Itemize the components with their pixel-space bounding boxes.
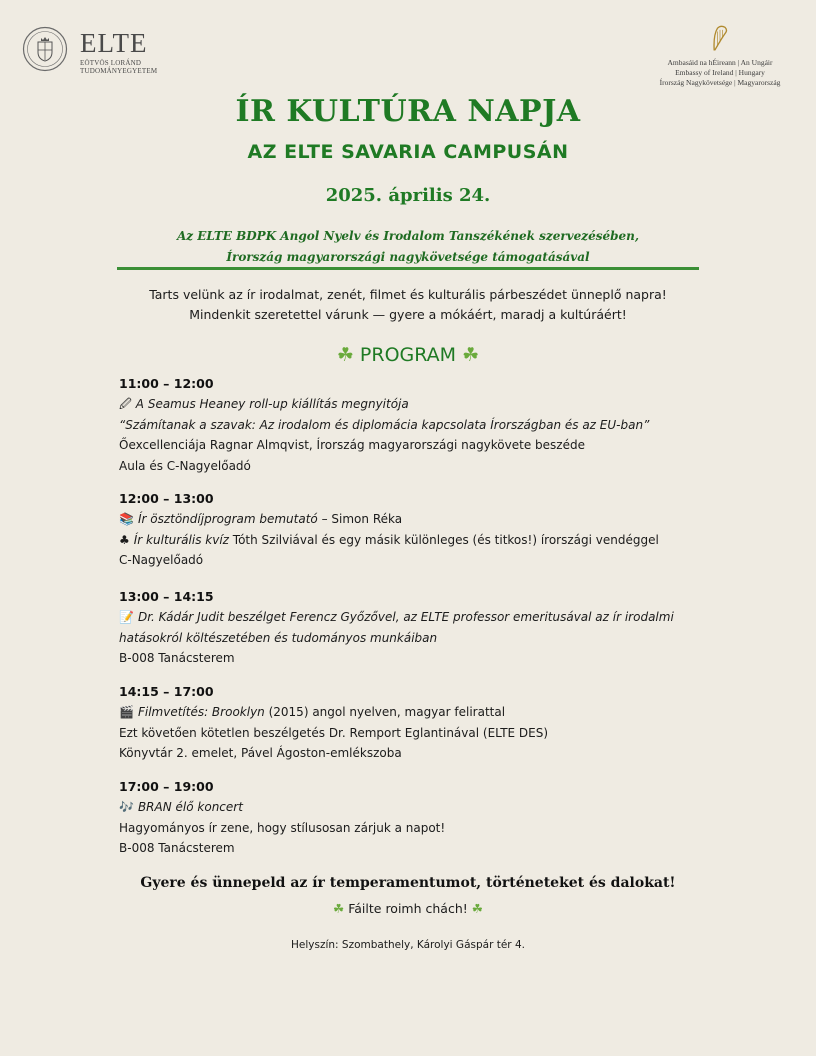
shamrock-icon: ☘ xyxy=(333,901,345,916)
program-text: Aula és C-Nagyelőadó xyxy=(119,458,251,473)
books-icon: 📚 xyxy=(119,512,134,526)
program-text: (2015) angol nyelven, magyar felirattal xyxy=(264,705,506,719)
program-italic-text: BRAN élő koncert xyxy=(137,800,243,814)
program-heading xyxy=(0,344,816,366)
program-italic-text: Ír ösztöndíjprogram bemutató xyxy=(137,512,318,526)
program-text: Tóth Szilviával és egy másik különleges (és titkos!) írországi vendéggel xyxy=(228,532,659,547)
program-block xyxy=(119,681,719,764)
shamrock-icon: ☘ xyxy=(336,344,354,366)
program-text: B-008 Tanácsterem xyxy=(119,651,235,665)
program-line xyxy=(119,607,719,628)
program-line xyxy=(119,435,719,456)
music-notes-icon: 🎶 xyxy=(119,800,134,814)
program-time: 12:00 – 13:00 xyxy=(119,491,214,506)
embassy-line-2: Embassy of Ireland | Hungary xyxy=(675,68,765,77)
intro-line-1: Tarts velünk az ír irodalmat, zenét, filmet és kulturális párbeszédet ünneplő napra! xyxy=(149,287,667,302)
memo-icon: 📝 xyxy=(119,610,134,624)
intro-line-2: Mindenkit szeretettel várunk — gyere a mókáért, maradj a kultúráért! xyxy=(189,307,627,322)
harp-icon xyxy=(710,24,730,54)
divider-rule xyxy=(117,267,699,270)
program-line xyxy=(119,743,719,764)
elte-university-name-2: TUDOMÁNYEGYETEM xyxy=(80,67,158,75)
shamrock-icon: ☘ xyxy=(462,344,480,366)
embassy-line-3: Írország Nagykövetsége | Magyarország xyxy=(659,78,781,87)
elte-logo xyxy=(22,26,162,78)
program-italic-text: A Seamus Heaney roll-up kiállítás megnyitója xyxy=(135,397,409,411)
program-text: – Simon Réka xyxy=(317,512,403,526)
shamrock-icon: ☘ xyxy=(471,901,483,916)
program-time: 11:00 – 12:00 xyxy=(119,376,214,391)
program-line xyxy=(119,838,719,859)
program-italic-text: Filmvetítés: Brooklyn xyxy=(137,705,265,719)
program-line xyxy=(119,394,719,415)
program-italic-text: Ír kulturális kvíz xyxy=(133,532,229,547)
program-text: Könyvtár 2. emelet, Pável Ágoston-emlékszoba xyxy=(119,746,402,760)
program-heading-text: PROGRAM xyxy=(359,344,457,366)
program-block xyxy=(119,488,719,571)
program-italic-text: Dr. Kádár Judit beszélget Ferencz Győzővel, az ELTE professor emeritusával az ír irodalmi xyxy=(137,610,674,624)
elte-university-name: EÖTVÖS LORÁND xyxy=(80,59,142,67)
program-block xyxy=(119,776,719,859)
program-italic-text: “Számítanak a szavak: Az irodalom és diplomácia kapcsolata Írországban és az EU-ban” xyxy=(119,417,650,432)
program-line xyxy=(119,415,719,436)
event-date: 2025. április 24. xyxy=(325,185,491,206)
program-line xyxy=(119,702,719,723)
program-text: Hagyományos ír zene, hogy stílusosan zárjuk a napot! xyxy=(119,820,446,835)
program-time: 13:00 – 14:15 xyxy=(119,589,214,604)
program-line xyxy=(119,723,719,744)
greeting-line xyxy=(0,901,816,916)
embassy-line-1: Ambasáid na hÉireann | An Ungáir xyxy=(667,58,773,67)
program-block xyxy=(119,373,719,476)
page-title: ÍR KULTÚRA NAPJA xyxy=(235,94,581,129)
organizer-line-1: Az ELTE BDPK Angol Nyelv és Irodalom Tanszékének szervezésében, xyxy=(176,229,640,243)
program-line xyxy=(119,509,719,530)
program-text: B-008 Tanácsterem xyxy=(119,841,235,855)
clapper-icon: 🎬 xyxy=(119,705,134,719)
program-time: 14:15 – 17:00 xyxy=(119,684,214,699)
elte-wordmark: ELTE xyxy=(80,28,148,58)
program-line xyxy=(119,628,719,649)
organizer-line-2: Írország magyarországi nagykövetsége támogatásával xyxy=(226,250,590,264)
venue-line: Helyszín: Szombathely, Károlyi Gáspár tér 4. xyxy=(291,939,525,951)
program-text: Őexcellenciája Ragnar Almqvist, Írország magyarországi nagykövete beszéde xyxy=(119,438,585,452)
program-text: Ezt követően kötetlen beszélgetés Dr. Remport Eglantinával (ELTE DES) xyxy=(119,725,549,740)
pencil-icon: 🖉 xyxy=(119,397,132,411)
program-line xyxy=(119,550,719,571)
embassy-logo xyxy=(650,24,790,88)
greeting-text: Fáilte roimh chách! xyxy=(348,901,468,916)
clover-icon: ♣ xyxy=(119,532,130,547)
page-subtitle: AZ ELTE SAVARIA CAMPUSÁN xyxy=(247,141,569,163)
program-time: 17:00 – 19:00 xyxy=(119,779,214,794)
program-line xyxy=(119,648,719,669)
elte-seal-icon xyxy=(22,26,68,72)
program-line xyxy=(119,818,719,839)
program-italic-text: hatásokról költészetében és tudományos munkáiban xyxy=(119,630,438,645)
program-line xyxy=(119,797,719,818)
program-line xyxy=(119,530,719,551)
program-block xyxy=(119,586,719,669)
closing-line: Gyere és ünnepeld az ír temperamentumot, történeteket és dalokat! xyxy=(140,875,676,891)
program-text: C-Nagyelőadó xyxy=(119,553,204,567)
program-line xyxy=(119,456,719,477)
